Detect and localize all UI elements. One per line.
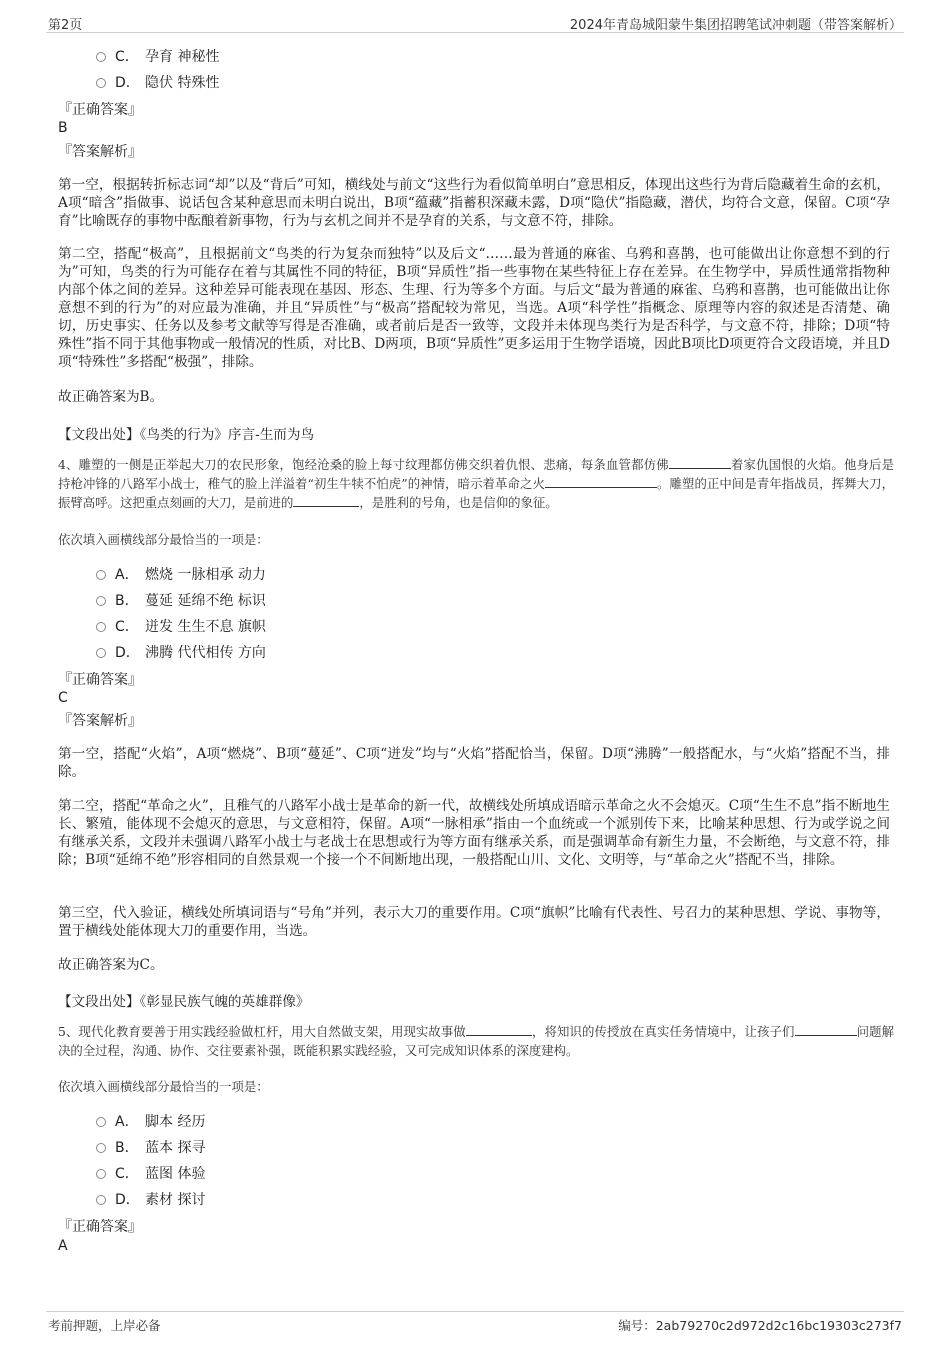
q3-analysis-para-1: 第一空，根据转折标志词“却”以及“背后”可知，横线处与前文“这些行为看似简单明白”意思相反，体现出这些行为背后隐藏着生命的玄机，A项“暗含”指做事、说话包含某种意思而未明白说出，B项“蕴藏”指蓄积深藏未露，D项“隐伏”指隐藏，潜伏，均符合文意，保留。C项“孕育”比喻既存的事物中酝酿着新事物，行为与玄机之间并不是孕育的关系，与文意不符，排除。 — [58, 177, 890, 229]
q4-source: 【文段出处】《彰显民族气魄的英雄群像》 — [58, 994, 310, 1010]
q4-option-c[interactable]: C． 迸发 生生不息 旗帜 — [96, 617, 266, 637]
q4-option-b[interactable]: B． 蔓延 延绵不绝 标识 — [96, 591, 266, 611]
document-title: 2024年青岛城阳蒙牛集团招聘笔试冲刺题（带答案解析） — [569, 18, 902, 33]
page-number: 第2页 — [48, 18, 83, 33]
q4-answer-label: 『正确答案』 — [58, 672, 142, 688]
blank-line — [669, 456, 731, 469]
q3-option-c[interactable]: C． 孕育 神秘性 — [96, 47, 219, 67]
q5-answer-label: 『正确答案』 — [58, 1219, 142, 1235]
q4-analysis-para-3: 第三空，代入验证，横线处所填词语与“号角”并列，表示大刀的重要作用。C项“旗帜”比喻有代表性、号召力的某种思想、学说、事物等，置于横线处能体现大刀的重要作用，当选。 — [58, 905, 890, 939]
radio-icon[interactable] — [96, 596, 106, 606]
q3-analysis-label: 『答案解析』 — [58, 144, 142, 160]
q5-option-c[interactable]: C． 蓝图 体验 — [96, 1164, 205, 1184]
q4-analysis-para-1: 第一空，搭配“火焰”，A项“燃烧”、B项“蔓延”、C项“迸发”均与“火焰”搭配恰当，保留。D项“沸腾”一般搭配水，与“火焰”搭配不当，排除。 — [58, 746, 890, 780]
blank-line — [795, 1023, 857, 1036]
q5-prompt: 依次填入画横线部分最恰当的一项是： — [58, 1079, 269, 1094]
radio-icon[interactable] — [96, 1195, 106, 1205]
q5-option-a[interactable]: A． 脚本 经历 — [96, 1112, 205, 1132]
page-header — [46, 10, 904, 33]
q3-source: 【文段出处】《鸟类的行为》序言-生而为鸟 — [58, 427, 315, 443]
blank-line — [545, 475, 657, 488]
radio-icon[interactable] — [96, 648, 106, 658]
blank-line — [293, 494, 359, 507]
radio-icon[interactable] — [96, 570, 106, 580]
page-footer — [46, 1311, 904, 1334]
radio-icon[interactable] — [96, 52, 106, 62]
radio-icon[interactable] — [96, 1169, 106, 1179]
q3-analysis-para-2: 第二空，搭配“极高”，且根据前文“鸟类的行为复杂而独特”以及后文“……最为普通的麻雀、乌鸦和喜鹊，也可能做出让你意想不到的行为”可知，鸟类的行为可能存在着与其属性不同的特征，B项“异质性”指一些事物在某些特征上存在差异。在生物学中，异质性通常指物种内部个体之间的差异。这种差异可能表现在基因、形态、生理、行为等多个方面。与后文“最为普通的麻雀、乌鸦和喜鹊，也可能做出让你意想不到的行为”的对应最为准确，并且“异质性”与“极高”搭配较为常见，当选。A项“科学性”指概念、原理等内容的叙述是否清楚、确切，历史事实、任务以及参考文献等写得是否准确，或者前后是否一致等，文段并未体现鸟类行为是否科学，与文意不符，排除；D项“特殊性”指不同于其他事物或一般情况的性质，对比B、D两项，B项“异质性”更多运用于生物学语境，因此B项比D项更符合文段语境，并且D项“特殊性”多搭配“极强”，排除。 — [58, 246, 890, 370]
q3-conclusion: 故正确答案为B。 — [58, 389, 164, 405]
q4-conclusion: 故正确答案为C。 — [58, 957, 164, 973]
q4-question-text: 4、雕塑的一侧是正举起大刀的农民形象，饱经沧桑的脸上每寸纹理都仿佛交织着仇恨、悲痛，每条血管都仿佛 着家仇国恨的火焰。他身后是持枪冲锋的八路军小战士，稚气的脸上洋溢着“初生牛犊不怕虎”的神情，暗示着革命之火 。雕塑的正中间是青年指战员，挥舞大刀，振臂高呼。这把重点刻画的大刀，是前进的 ，是胜利的号角，也是信仰的象征。 — [58, 457, 895, 510]
q4-prompt: 依次填入画横线部分最恰当的一项是： — [58, 532, 269, 547]
q5-option-b[interactable]: B． 蓝本 探寻 — [96, 1138, 205, 1158]
document-id: 编号：2ab79270c2d972d2c16bc19303c273f7 — [618, 1318, 902, 1333]
q3-answer-label: 『正确答案』 — [58, 102, 142, 118]
q5-question-text: 5、现代化教育要善于用实践经验做杠杆，用大自然做支架，用现实故事做 ，将知识的传授放在真实任务情境中，让孩子们 问题解决的全过程，沟通、协作、交往要素补强，既能积累实践经验，又可完成知识体系的深度建构。 — [58, 1024, 895, 1058]
q5-option-d[interactable]: D． 素材 探讨 — [96, 1190, 205, 1210]
q4-analysis-para-2: 第二空，搭配“革命之火”，且稚气的八路军小战士是革命的新一代，故横线处所填成语暗示革命之火不会熄灭。C项“生生不息”指不断地生长、繁殖，能体现不会熄灭的意思，与文意相符，保留。A项“一脉相承”指由一个血统或一个派别传下来，比喻某种思想、行为或学说之间有继承关系，文段并未强调八路军小战士与老战士在思想或行为等方面有继承关系，而是强调革命有新生力量，不会断绝，与文意不符，排除；B项“延绵不绝”形容相同的自然景观一个接一个不间断地出现，一般搭配山川、文化、文明等，与“革命之火”搭配不当，排除。 — [58, 798, 890, 868]
blank-line — [466, 1023, 532, 1036]
q4-analysis-label: 『答案解析』 — [58, 713, 142, 729]
radio-icon[interactable] — [96, 1143, 106, 1153]
q3-option-d[interactable]: D． 隐伏 特殊性 — [96, 73, 219, 93]
q4-option-a[interactable]: A． 燃烧 一脉相承 动力 — [96, 565, 266, 585]
footer-slogan: 考前押题，上岸必备 — [48, 1318, 161, 1333]
q5-answer: A — [58, 1238, 68, 1254]
radio-icon[interactable] — [96, 78, 106, 88]
q3-answer: B — [58, 120, 68, 136]
radio-icon[interactable] — [96, 622, 106, 632]
q4-answer: C — [58, 690, 68, 706]
radio-icon[interactable] — [96, 1117, 106, 1127]
q4-option-d[interactable]: D． 沸腾 代代相传 方向 — [96, 643, 266, 663]
